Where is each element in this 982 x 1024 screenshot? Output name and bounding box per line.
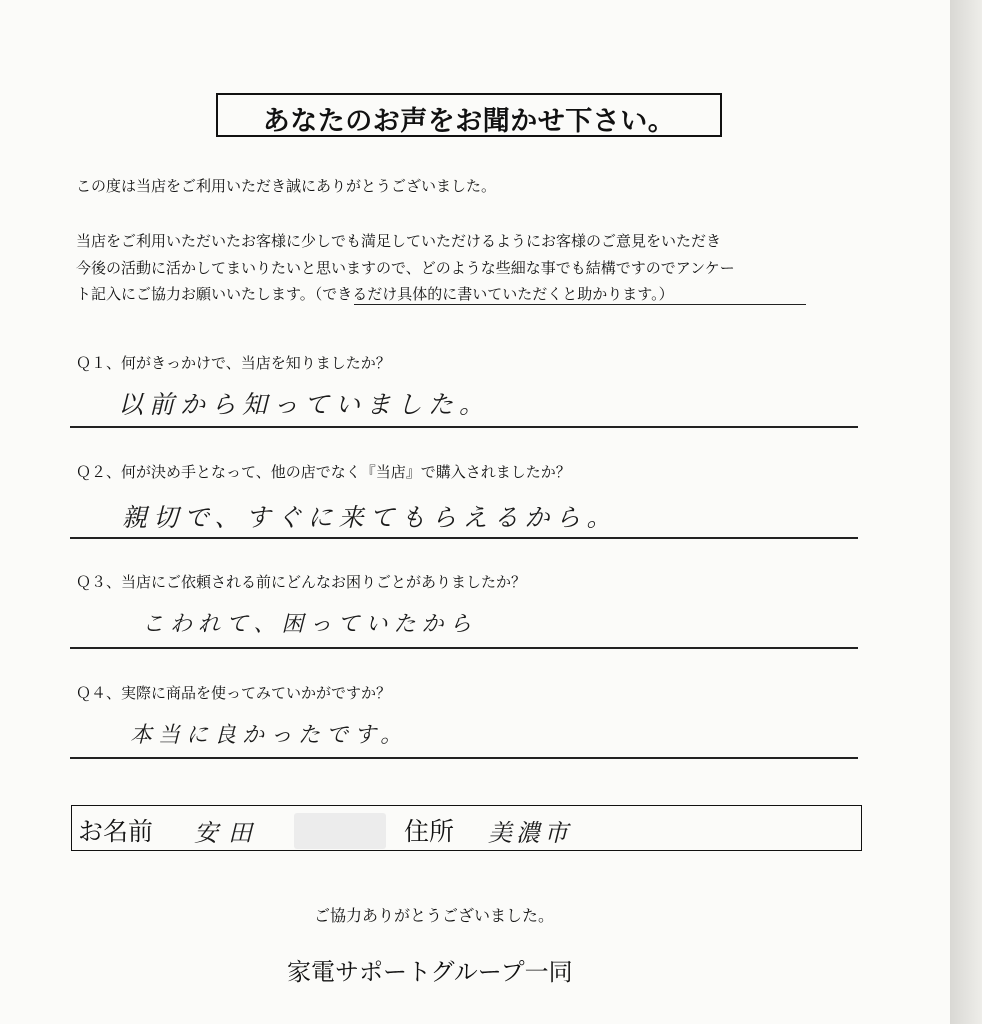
question-1-label: Ｑ１、何がきっかけで、当店を知りましたか？ — [76, 354, 391, 372]
intro-paragraph-line: 当店をご利用いただいたお客様に少しでも満足していただけるようにお客様のご意見をいただき — [76, 232, 722, 250]
name-label: お名前 — [78, 817, 154, 846]
closing-signature: 家電サポートグループ一同 — [287, 958, 573, 986]
answer-line-1 — [70, 426, 858, 428]
intro-paragraph — [76, 228, 735, 308]
question-2-answer: 親切で、すぐに来てもらえるから。 — [122, 503, 618, 532]
question-1-answer: 以前から知っていました。 — [118, 390, 491, 419]
answer-line-3 — [70, 647, 858, 649]
answer-line-4 — [70, 757, 858, 759]
intro-paragraph-line: 今後の活動に活かしてまいりたいと思いますので、どのような些細な事でも結構ですのでアンケー — [76, 258, 735, 277]
answer-line-2 — [70, 537, 858, 539]
intro-greeting: この度は当店をご利用いただき誠にありがとうございました。 — [76, 177, 497, 195]
redaction-mask — [294, 813, 386, 849]
question-3-answer: こわれて、困っていたから — [142, 612, 478, 637]
page-title: あなたのお声をお聞かせ下さい。 — [262, 106, 676, 137]
question-4-label: Ｑ４、実際に商品を使ってみていかがですか？ — [76, 684, 392, 702]
closing-thanks: ご協力ありがとうございました。 — [314, 906, 555, 925]
paper-edge — [950, 0, 982, 1024]
intro-paragraph-line: ト記入にご協力お願いいたします。（できるだけ具体的に書いていただくと助かります。） — [76, 285, 674, 303]
respondent-box — [71, 805, 862, 851]
question-2-label: Ｑ２、何が決め手となって、他の店でなく『当店』で購入されましたか？ — [76, 463, 571, 481]
address-value: 美濃市 — [488, 819, 572, 847]
question-3-label: Ｑ３、当店にご依頼される前にどんなお困りごとがありましたか？ — [76, 573, 527, 591]
address-label: 住所 — [404, 817, 455, 846]
question-4-answer: 本当に良かったです。 — [130, 723, 409, 748]
intro-underline — [354, 304, 806, 305]
name-value: 安田 — [194, 819, 262, 847]
title-box — [216, 93, 722, 137]
